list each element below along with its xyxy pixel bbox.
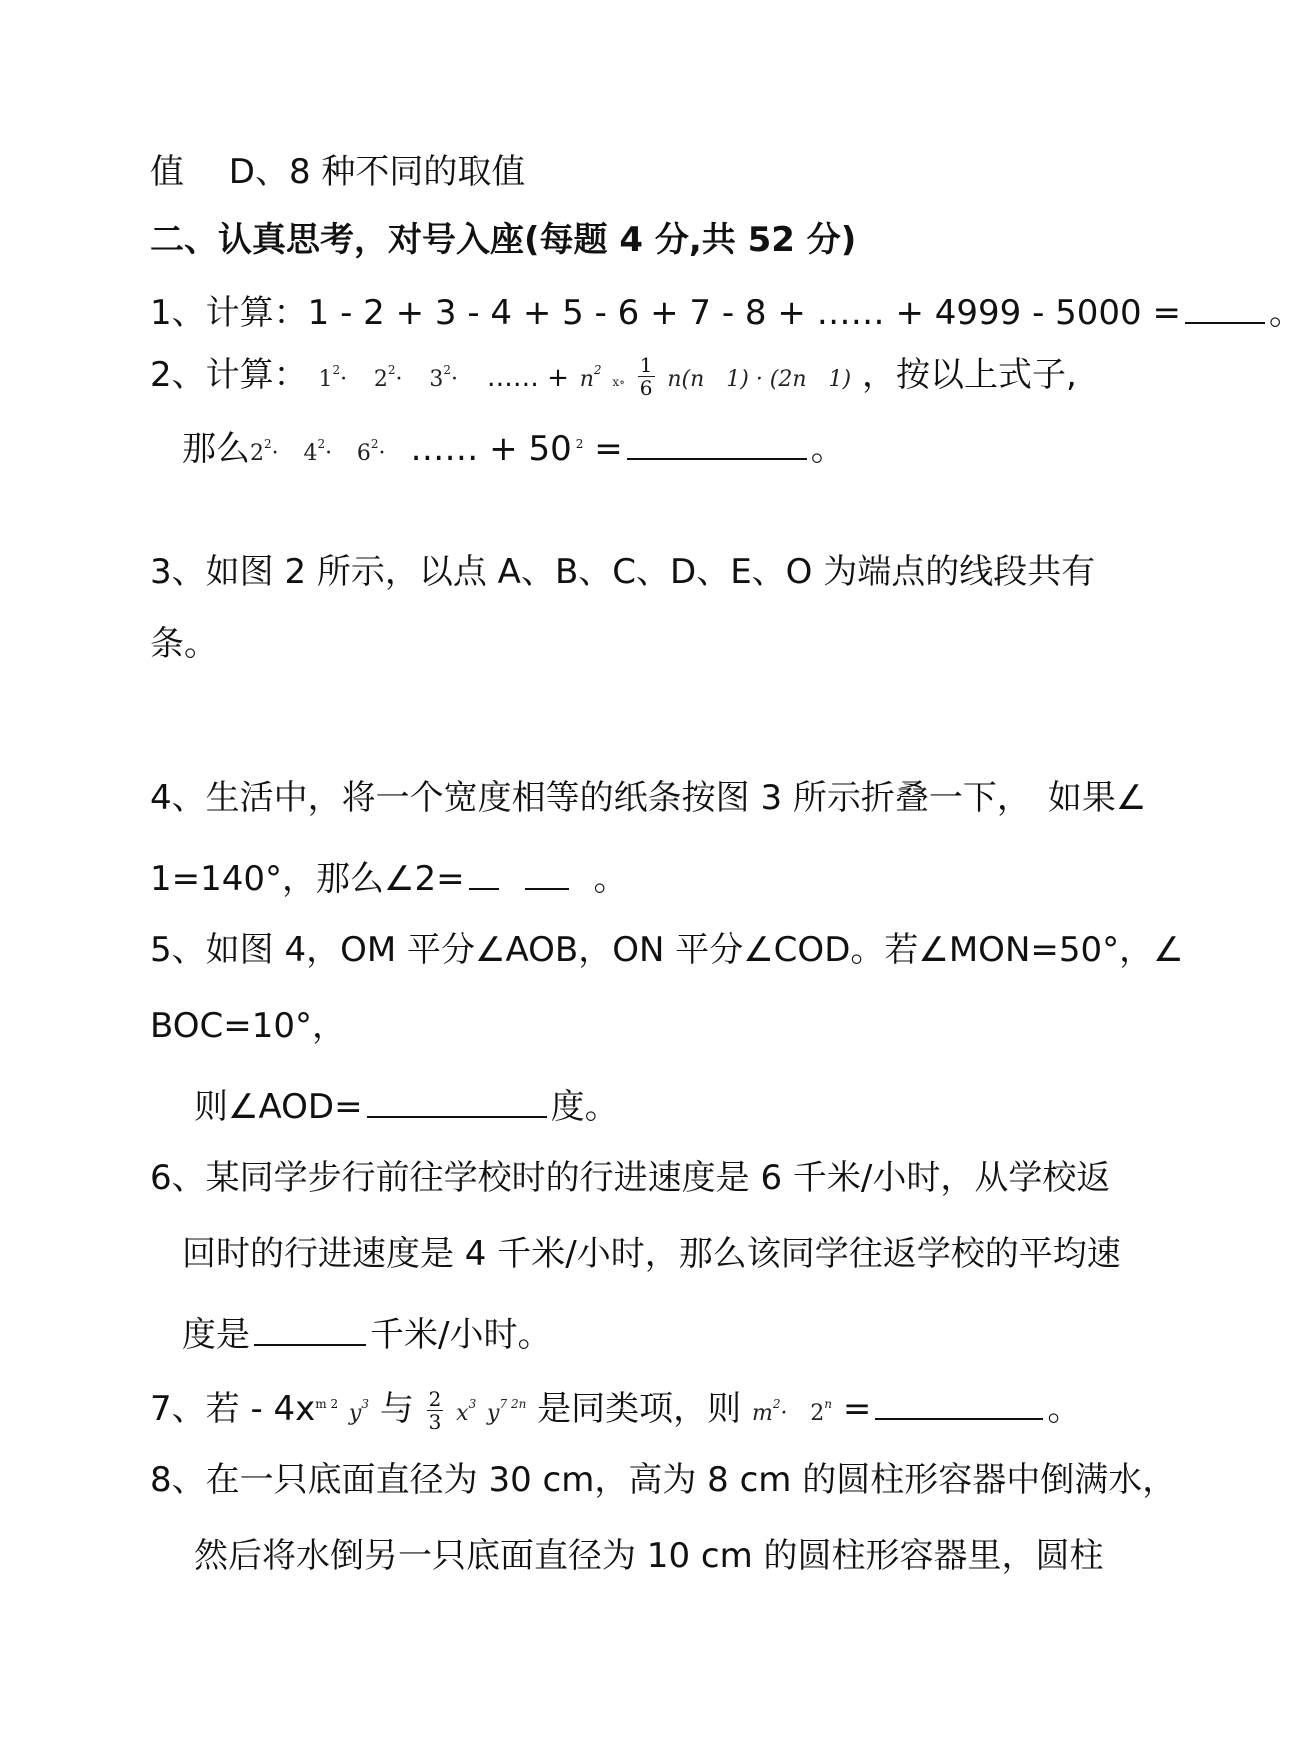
question-7-middle: 是同类项，则: [537, 1389, 742, 1429]
question-8: [150, 1460, 1176, 1500]
answer-blank-q1[interactable]: [1185, 288, 1265, 324]
q2b-end: 。: [810, 429, 845, 469]
question-7-end: 。: [1047, 1389, 1082, 1429]
q2b-eq: =: [594, 429, 623, 469]
answer-blank-q4a[interactable]: [469, 854, 499, 890]
question-3-end: 条。: [150, 624, 218, 664]
question-4-text: 4、生活中，将一个宽度相等的纸条按图 3 所示折叠一下， 如果∠: [150, 778, 1147, 818]
q7-y: $y^3$: [348, 1397, 369, 1426]
question-3-text: 3、如图 2 所示，以点 A、B、C、D、E、O 为端点的线段共有: [150, 552, 1096, 592]
line-options-d: [150, 152, 525, 192]
q2b-prefix: 那么: [182, 429, 250, 469]
question-5-ask: 则∠AOD=: [194, 1087, 363, 1127]
question-3-line-2: [150, 624, 218, 664]
q2b-term-1: $2^2\cdot$: [250, 437, 279, 466]
q7-exp-1: m 2: [315, 1397, 339, 1411]
q2b-term-3: $6^2\cdot$: [356, 437, 386, 466]
question-8-line-2: [194, 1536, 1104, 1576]
question-5-text: 5、如图 4，OM 平分∠AOB，ON 平分∠COD。若∠MON=50°，∠: [150, 930, 1184, 970]
q2-term-3: $3^2\cdot$: [429, 363, 458, 392]
q2-marks: x∘: [612, 375, 625, 389]
question-2-suffix: ，按以上式子,: [861, 355, 1077, 395]
q2b-mid: …… + 50: [410, 429, 572, 469]
question-8-cont: 然后将水倒另一只底面直径为 10 cm 的圆柱形容器里，圆柱: [194, 1536, 1104, 1576]
question-6-ask: 度是: [182, 1315, 250, 1355]
question-5: [150, 930, 1184, 970]
question-6-end: 千米/小时。: [370, 1315, 552, 1355]
question-7: [150, 1384, 1081, 1434]
question-5-cont: BOC=10°，: [150, 1006, 346, 1046]
q7-y2: $y^{7 2n}$: [487, 1397, 527, 1426]
q7-two: 2$^n$: [810, 1397, 833, 1426]
answer-blank-q2[interactable]: [627, 424, 807, 460]
question-6: [150, 1158, 1110, 1198]
question-2-prefix: 2、计算：: [150, 355, 308, 395]
question-4-cont: 1=140°，那么∠2=: [150, 859, 465, 899]
question-8-text: 8、在一只底面直径为 30 cm，高为 8 cm 的圆柱形容器中倒满水，: [150, 1460, 1177, 1500]
q7-m: $m^2\cdot$: [751, 1397, 788, 1426]
question-6-line-2: [182, 1234, 1121, 1274]
q2-term-1: $1^2\cdot$: [318, 363, 348, 392]
section-2-title: [150, 220, 856, 260]
fraction-1-6: $\frac{1}{6}$: [639, 353, 653, 400]
answer-blank-q5[interactable]: [367, 1082, 547, 1118]
section-title-text: 二、认真思考，对号入座(每题 4 分,共 52 分): [150, 220, 857, 260]
question-1-end: 。: [1268, 293, 1303, 333]
q2-term-2: $2^2\cdot$: [373, 363, 403, 392]
question-4-end: 。: [593, 859, 628, 899]
question-4-line-2: [150, 854, 627, 899]
q7-eq: =: [842, 1389, 872, 1429]
question-2-line-2: 那么$2^2\cdot 4^2\cdot 6^2\cdot$ …… + 50 $^2$ = 。: [182, 424, 845, 474]
question-7-prefix: 7、若 - 4x: [150, 1389, 316, 1429]
question-1: [150, 288, 1303, 333]
question-6-line-3: [182, 1310, 551, 1355]
q2-n: $n^2$: [579, 363, 602, 392]
question-3: [150, 552, 1095, 592]
option-d-text: 值 D、8 种不同的取值: [150, 152, 526, 192]
question-5-line-3: [194, 1082, 619, 1127]
question-6-cont: 回时的行进速度是 4 千米/小时，那么该同学往返学校的平均速: [182, 1234, 1121, 1274]
question-5-end: 度。: [550, 1087, 619, 1127]
answer-blank-q6[interactable]: [254, 1310, 366, 1346]
q7-mid: 与: [379, 1389, 414, 1429]
question-1-text: 1、计算：1 - 2 + 3 - 4 + 5 - 6 + 7 - 8 + …… + 4999 - 5000 =: [150, 293, 1181, 333]
answer-blank-q7[interactable]: [875, 1384, 1043, 1420]
q2-tail: n(n 1) · (2n 1): [667, 367, 852, 392]
answer-blank-q4b[interactable]: [525, 854, 569, 890]
fraction-2-3: $\frac{2}{3}$: [428, 1387, 442, 1434]
q2b-term-2: $4^2\cdot$: [303, 437, 333, 466]
question-5-line-2: [150, 1006, 346, 1046]
question-4: [150, 778, 1146, 818]
question-2: [150, 354, 1077, 402]
q7-x: $x^3$: [456, 1397, 477, 1426]
q2-dots: …… +: [486, 363, 569, 393]
question-6-text: 6、某同学步行前往学校时的行进速度是 6 千米/小时，从学校返: [150, 1158, 1111, 1198]
